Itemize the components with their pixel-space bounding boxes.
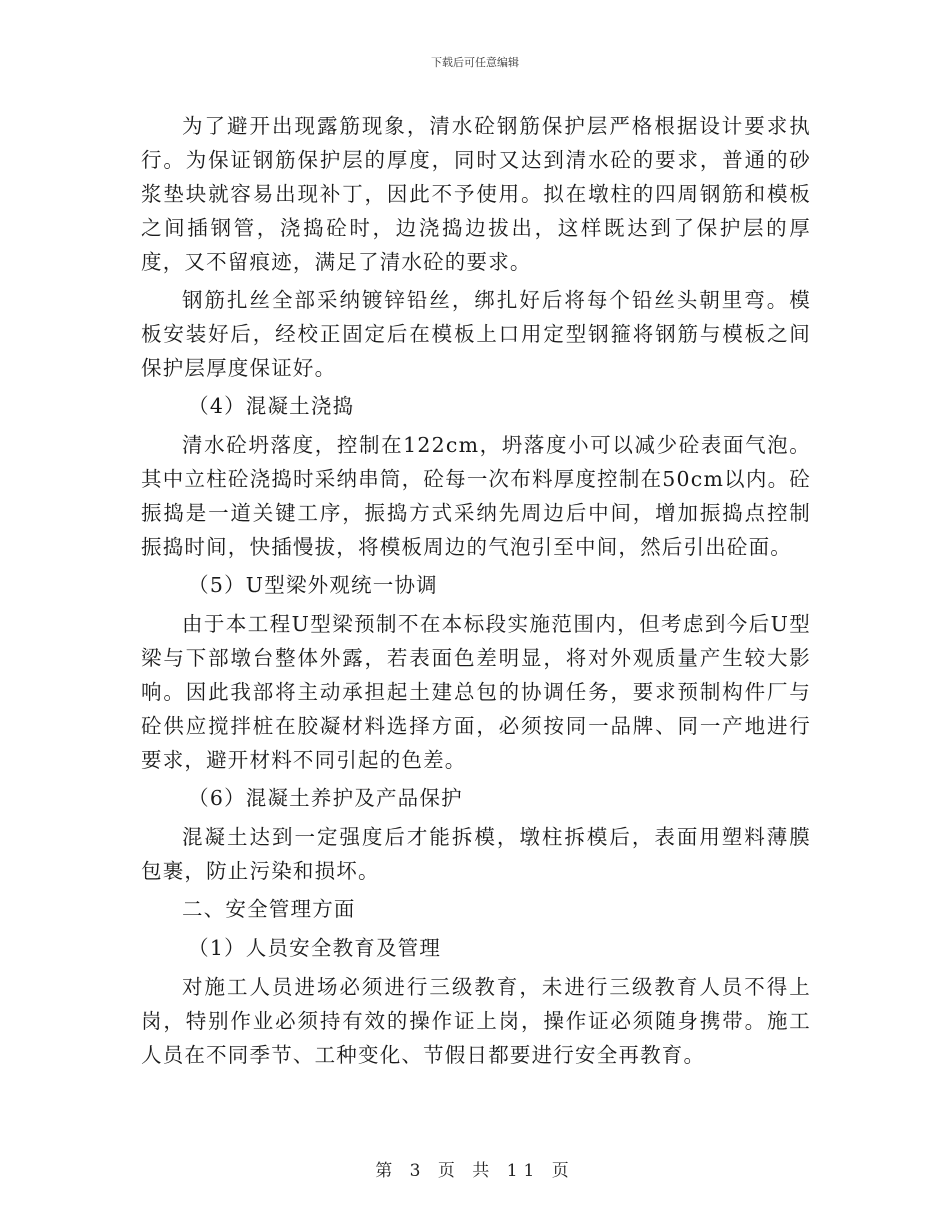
paragraph-curing: 混凝土达到一定强度后才能拆模，墩柱拆模后，表面用塑料薄膜包裹，防止污染和损坏。 [141,825,811,883]
subheading-u-beam: （5）U型梁外观统一协调 [188,573,438,597]
paragraph-concrete-pouring: 清水砼坍落度，控制在122cm，坍落度小可以减少砼表面气泡。其中立柱砼浇捣时采纳串筒，砼每一次布料厚度控制在50cm以内。砼振捣是一道关键工序，振捣方式采纳先周边后中间，增加振捣点控制振捣时间，快插慢拔，将模板周边的气泡引至中间，然后引出砼面。 [141,433,811,559]
subheading-concrete-pouring: （4）混凝土浇捣 [188,394,355,418]
page-number: 第 3 页 共 11 页 [375,1161,575,1181]
paragraph-u-beam: 由于本工程U型梁预制不在本标段实施范围内，但考虑到今后U型梁与下部墩台整体外露，若表面色差明显，将对外观质量产生较大影响。因此我部将主动承担起土建总包的协调任务，要求预制构件厂与砼供应搅拌桩在胶凝材料选择方面，必须按同一品牌、同一产地进行要求，避开材料不同引起的色差。 [141,612,811,772]
page-header: 下载后可任意编辑 [431,56,519,69]
subheading-curing: （6）混凝土养护及产品保护 [188,786,463,810]
paragraph-rebar-cover: 为了避开出现露筋现象，清水砼钢筋保护层严格根据设计要求执行。为保证钢筋保护层的厚度，同时又达到清水砼的要求，普通的砂浆垫块就容易出现补丁，因此不予使用。拟在墩柱的四周钢筋和模板之间插钢管，浇捣砼时，边浇捣边拔出，这样既达到了保护层的厚度，又不留痕迹，满足了清水砼的要求。 [141,114,811,274]
paragraph-tie-wire: 钢筋扎丝全部采纳镀锌铅丝，绑扎好后将每个铅丝头朝里弯。模板安装好后，经校正固定后在模板上口用定型钢箍将钢筋与模板之间保护层厚度保证好。 [141,288,811,380]
section-heading-safety: 二、安全管理方面 [182,897,356,921]
paragraph-personnel-safety: 对施工人员进场必须进行三级教育，未进行三级教育人员不得上岗，特别作业必须持有效的操作证上岗，操作证必须随身携带。施工人员在不同季节、工种变化、节假日都要进行安全再教育。 [141,975,811,1067]
document-body [141,109,811,1076]
subheading-personnel-safety: （1）人员安全教育及管理 [188,936,442,960]
